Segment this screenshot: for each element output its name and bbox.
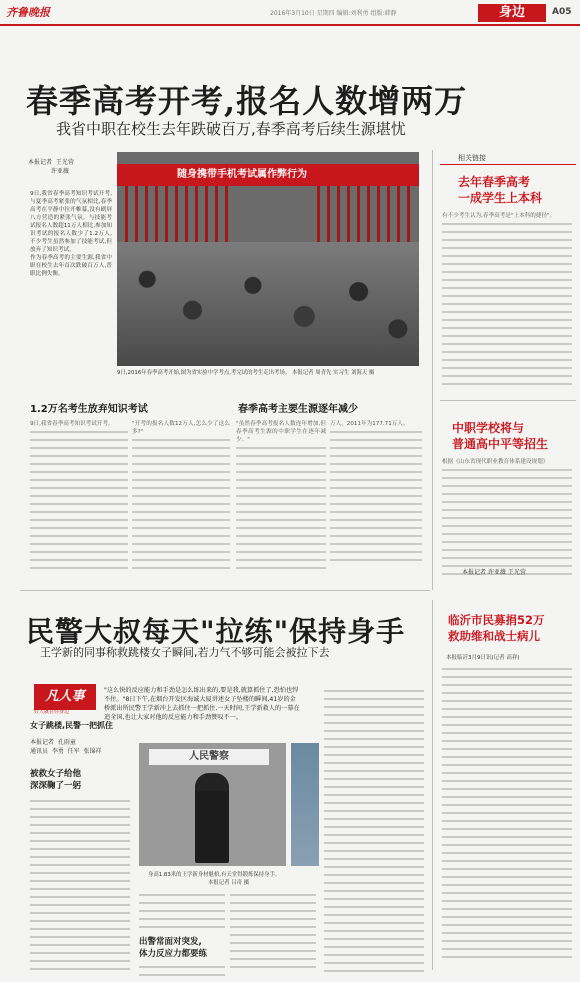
issue-meta: 2016年3月10日 星期四 编辑:刘利勇 组版:韩静 <box>270 10 397 17</box>
officer-photo <box>139 743 286 866</box>
story2-col-d-lines <box>324 690 424 972</box>
story1-col-a-lines <box>30 431 128 569</box>
sidebar2-title: 临沂市民募捐52万 救助维和战士病儿 <box>448 613 545 643</box>
story1-col-c-text: "虽然春季高考报名人数连年增加,但春季高考生源的中职学生在逐年减少。" <box>236 421 326 443</box>
sidebar-title-1: 去年春季高考 一成学生上本科 <box>458 175 543 205</box>
story1-col-d-lines <box>330 431 422 561</box>
story1-subhead-a: 1.2万名考生放弃知识考试 <box>30 404 148 415</box>
story1-col-d-text: 万人。2011年为177.71万人。 <box>330 421 409 427</box>
crowd-image <box>117 242 419 366</box>
exam-site-photo <box>117 152 419 366</box>
sidebar2-divider <box>432 600 433 970</box>
story1-subheadline: 我省中职在校生去年跌破百万,春季高考后续生源堪忧 <box>56 120 406 138</box>
story1-col-a-text: 9日,我省春季高考知识考试开考。 <box>30 421 114 427</box>
page-number: A05 <box>552 7 572 17</box>
story2-col-a-lines <box>30 800 130 970</box>
police-sign: 人民警察 <box>149 749 269 765</box>
sidebar-label: 相关链接 <box>458 154 486 162</box>
story2-subheadline: 王学新的同事称救跳楼女子瞬间,若力气不够可能会被拉下去 <box>40 646 330 659</box>
column-tag-sub: 好人就在你身边 <box>34 709 70 715</box>
story1-photo-caption: 9日,2016年春季高考开始,图为省实验中学考点,考完试的考生走出考场。 本报记者 周青先 实习生 刘海天 摄 <box>117 370 375 376</box>
sidebar2-body-lines <box>442 668 572 958</box>
gate-left <box>125 186 235 246</box>
story2-headline: 民警大叔每天"拉练"保持身手 <box>26 615 406 648</box>
newspaper-logo: 齐鲁晚报 <box>6 6 50 19</box>
officer-figure <box>195 773 229 863</box>
building-photo <box>291 743 319 866</box>
sidebar-body-1-lines <box>442 223 572 385</box>
column-tag: 凡人事 <box>34 684 96 710</box>
story2-quote: "这么快的反应能力和手劲是怎么练出来的,要是我,就算抓住了,恐怕也悍不住。"8日下午,在烟台开发区海诚大厦讲述女子坠楼的瞬间,41岁的金桥派出所民警王学新冲上去抓住一把抓住,一天时间,王学新救人的一幕在追全国,也让大家对他的反应能力和手劲赞叹不一。 <box>104 687 300 721</box>
story2-subhead-b: 出警常面对突发, 体力反应力都要练 <box>139 937 208 959</box>
gate-right <box>317 186 413 246</box>
sidebar-title-2: 中职学校将与 普通高中平等招生 <box>452 421 549 451</box>
sidebar-body-2: 根据《山东省现代职业教育体系建设规划》 <box>442 459 549 465</box>
section-badge: 身边 <box>478 4 546 22</box>
story2-byline: 本报记者 孔雨童 通讯员 李勇 任军 张锦祥 <box>30 739 102 755</box>
story2-col-b-lines <box>139 894 225 928</box>
sidebar-rule <box>440 164 576 165</box>
sidebar-body-1: 有不少考生认为,春季高考是"上本科的捷径"。 <box>442 213 556 219</box>
sidebar-byline-2: 本报记者 许亚薇 王光营 <box>462 569 526 576</box>
story-divider <box>20 590 430 591</box>
story2-col-b2-lines <box>139 966 225 976</box>
story1-byline: 本报记者 王光营 许亚薇 <box>28 159 74 175</box>
sidebar-divider <box>432 150 433 590</box>
story1-lead: 9日,我省春季高考知识考试开考,与夏季高考紧张的气氛相比,春季高考在平静中拉开帷幕,没有刷屏八方营造的紧张气氛。与技能考试报名人数超11万人相比,参加知识考试的报名人数少了1.2万人,不少考生虽然参加了技能考试,但放弃了知识考试。 作为春季高考的主要生源,我省中职在校生去年首次跌破百万人,普职比例失衡。 <box>30 191 112 277</box>
sidebar2-byline: 本报临沂3月9日讯(记者 高祥) <box>446 655 520 661</box>
story1-col-c-lines <box>236 447 326 569</box>
story1-col-b-text: "开考的报名人数12万人,怎么少了这么多?" <box>132 421 230 435</box>
story1-col-b-lines <box>132 439 230 569</box>
story2-col-c-lines <box>230 894 316 968</box>
story2-photo-credit: 本报记者 吕奇 摄 <box>208 880 250 886</box>
story2-photo-caption: 身高1.83米的王学新身材魁梧,有天堂得锻炼保持身手。 <box>148 872 281 878</box>
story1-subhead-b: 春季高考主要生源逐年减少 <box>238 404 358 415</box>
story1-headline: 春季高考开考,报名人数增两万 <box>26 82 468 120</box>
sidebar-body-2-lines <box>442 469 572 575</box>
story2-label: 女子跳楼,民警一把抓住 <box>30 721 114 730</box>
story2-subhead-a: 被救女子给他 深深鞠了一躬 <box>30 769 82 791</box>
photo-banner: 随身携带手机考试属作弊行为 <box>117 164 419 186</box>
sidebar-rule-2 <box>440 400 576 401</box>
